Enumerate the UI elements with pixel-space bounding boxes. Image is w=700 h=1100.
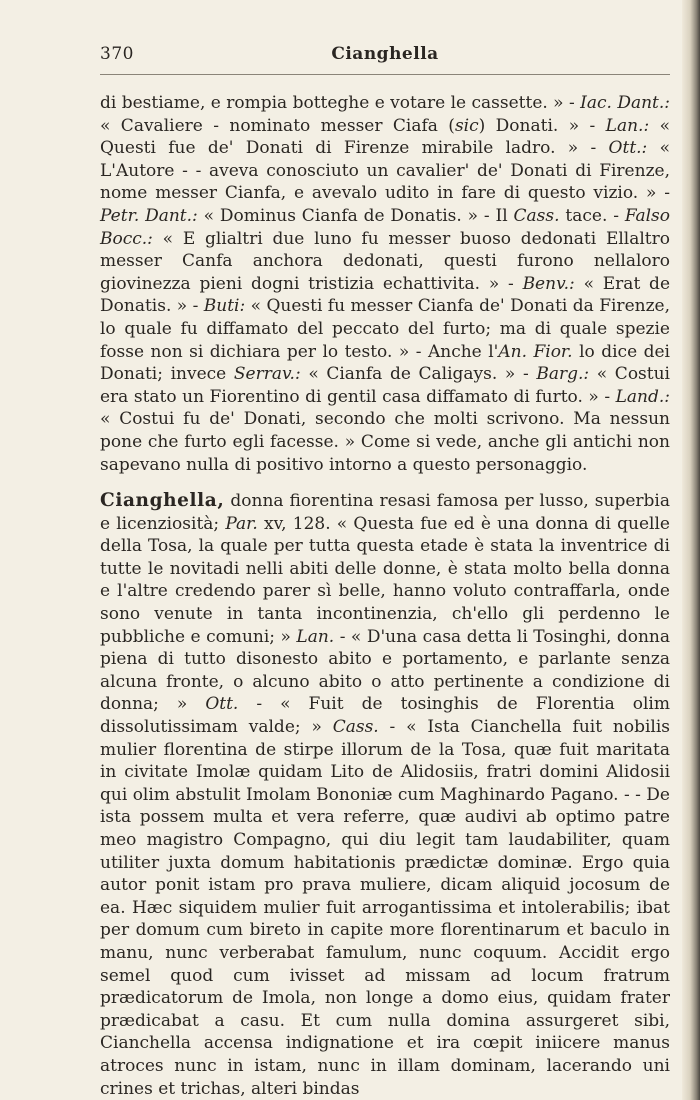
source-citation: Lan.:: [605, 115, 650, 136]
entry-headword: Cianghella,: [100, 490, 225, 512]
text-run: « L'Autore - - aveva conosciuto un cavalier' de' Donati di Firenze, nome messer Cianfa, e avevalo udito in fare di questo vizio. » -: [100, 138, 670, 204]
page-number: 370: [100, 44, 134, 64]
text-run: lo dice dei Donati; invece: [100, 341, 670, 385]
text-run: « Costui era stato un Fiorentino di gentil casa diffamato di furto. » -: [100, 364, 670, 407]
source-citation: Par.: [225, 513, 258, 534]
text-run: « Costui fu de' Donati, secondo che molti scrivono. Ma nessun pone che furto egli facesse. » Come si vede, anche gli antichi non sapevano nulla di positivo intorno a questo personaggio.: [100, 409, 670, 475]
source-citation: Cass.: [332, 717, 379, 738]
text-run: « Cavaliere - nominato messer Ciafa (: [100, 115, 455, 136]
source-citation: An. Fior.: [498, 341, 573, 362]
source-citation: Buti:: [203, 296, 246, 317]
source-citation: Cass.: [513, 205, 560, 226]
text-run: « Questi fue de' Donati di Firenze mirabile ladro. » -: [100, 115, 670, 159]
source-citation: Ott.:: [608, 138, 648, 159]
text-run: - « Ista Cianchella fuit nobilis mulier florentina de stirpe illorum de la Tosa, quæ fuit maritata in civitate Imolæ quidam Lito de Alidosiis, fratri domini Alidosii qui olim abstulit Imolam Bononiæ cum Maghinardo Pagano. - - De ista possem multa et vera referre, quæ audivi ab optimo patre meo magistro Compagno, qui diu legit tam laudabiliter, quam utiliter juxta domum habitationis prædictæ dominæ. Ergo quia autor ponit istam pro prava muliere, dicam aliquid jocosum de ea. Hæc siquidem mulier fuit arrogantissima et intolerabilis; ibat per domum cum bireto in capite more florentinarum et baculo in manu, nunc verberabat famulum, nunc coquum. Accidit ergo semel quod cum ivisset ad missam ad locum fratrum prædicatorum de Imola, non longe a domo eius, quidam frater prædicabat a casu. Et cum nulla domina assurgeret sibi, Cianchella accensa indignatione et ira cœpit iniicere manus atroces nunc in istam, nunc in illam dominam, lacerando uni crines et trichas, alteri bindas: [100, 717, 670, 1099]
text-run: « Erat de Donatis. » -: [100, 273, 671, 317]
source-citation: Falso Bocc.:: [100, 205, 671, 249]
text-run: tace. -: [559, 205, 625, 226]
text-run: donna fiorentina resasi famosa per lusso, superbia e licenziosità;: [100, 491, 670, 534]
source-citation: Barg.:: [536, 364, 590, 385]
text-run: - « D'una casa detta li Tosinghi, donna piena di tutto disonesto abito e portamento, e parlante senza alcuna fronte, o alcuno abito o atto pertinente a condizione di donna; »: [100, 626, 670, 715]
source-citation: Ott.: [205, 694, 239, 715]
text-run: « Questi fu messer Cianfa de' Donati da Firenze, lo quale fu diffamato del peccato del furto; ma di quale spezie fosse non si dichiara per lo testo. » - Anche l': [100, 296, 670, 362]
source-citation: Iac. Dant.:: [580, 93, 670, 113]
source-citation: Lan.: [296, 626, 335, 647]
source-citation: Benv.:: [522, 273, 575, 294]
page-header: [100, 44, 670, 70]
text-run: « E glialtri due luno fu messer buoso dedonati Ellaltro messer Canfa anchora dedonati, questi furono nellaloro giovinezza pieni dogni tristizia echattivita. » -: [100, 228, 670, 294]
body-text: [100, 92, 670, 1100]
text-run: xv, 128. « Questa fue ed è una donna di quelle della Tosa, la quale per tutta questa etade è stata la inventrice di tutte le novitadi nelli abiti delle donne, è stata molto bella donna e l'altre credendo parer sì belle, hanno voluto contraffarla, onde sono venute in tanta incontinenzia, ch'ello gli perdenno le pubbliche e comuni; »: [100, 513, 670, 647]
running-title: Cianghella: [331, 44, 439, 64]
source-citation: Serrav.:: [233, 364, 301, 385]
text-run: « Dominus Cianfa de Donatis. » - Il: [197, 205, 514, 226]
page-edge-shadow: [682, 0, 700, 1100]
text-run: di bestiame, e rompia botteghe e votare le cassette. » -: [100, 93, 581, 113]
text-run: « Cianfa de Caligays. » -: [300, 364, 537, 385]
source-citation: Petr. Dant.:: [100, 205, 198, 226]
header-rule: [100, 74, 670, 75]
entry-cianghella: [100, 490, 670, 1100]
source-citation: Land.:: [615, 386, 670, 407]
source-citation: sic: [454, 115, 479, 136]
paragraph-continuation: [100, 92, 670, 476]
text-run: - « Fuit de tosinghis de Florentia olim dissolutissimam valde; »: [100, 694, 670, 738]
text-run: ) Donati. » -: [478, 115, 606, 136]
